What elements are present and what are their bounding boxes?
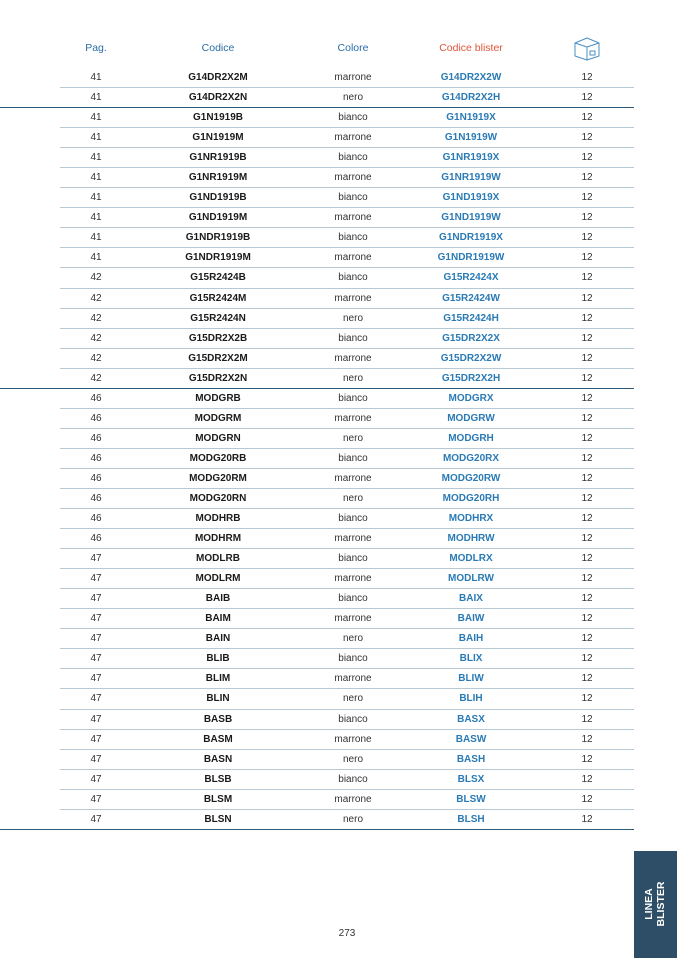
header-pag: Pag. xyxy=(85,42,107,54)
cell-codice: BLIB xyxy=(206,653,230,665)
cell-pag: 47 xyxy=(90,633,102,645)
cell-codice: BLIM xyxy=(205,673,231,685)
table-row xyxy=(0,369,677,389)
table-row xyxy=(0,349,677,369)
cell-pag: 41 xyxy=(90,232,102,244)
cell-codice: G1NDR1919B xyxy=(185,232,251,244)
cell-colore: marrone xyxy=(334,733,372,745)
cell-codice: G15R2424B xyxy=(190,272,246,284)
cell-codice: BAIN xyxy=(205,633,231,645)
cell-pag: 47 xyxy=(90,593,102,605)
cell-colore: marrone xyxy=(334,472,372,484)
cell-quantity: 12 xyxy=(581,312,593,324)
cell-colore: bianco xyxy=(338,452,368,464)
table-row xyxy=(0,228,677,248)
cell-colore: bianco xyxy=(338,332,368,344)
cell-codice-blister: G1NDR1919X xyxy=(439,232,503,244)
cell-colore: nero xyxy=(342,813,364,825)
cell-codice: G1N1919B xyxy=(192,112,244,124)
cell-colore: bianco xyxy=(338,232,368,244)
cell-codice: G15DR2X2M xyxy=(188,352,248,364)
table-row xyxy=(0,489,677,509)
cell-quantity: 12 xyxy=(581,192,593,204)
cell-codice-blister: G14DR2X2W xyxy=(440,72,502,83)
cell-quantity: 12 xyxy=(581,733,593,745)
cell-codice-blister: MODG20RW xyxy=(441,472,501,484)
cell-quantity: 12 xyxy=(581,653,593,665)
cell-colore: marrone xyxy=(334,252,372,264)
cell-quantity: 12 xyxy=(581,773,593,785)
header-colore: Colore xyxy=(337,42,369,54)
cell-pag: 42 xyxy=(90,312,102,324)
cell-colore: nero xyxy=(342,492,364,504)
cell-quantity: 12 xyxy=(581,633,593,645)
cell-codice-blister: G1NR1919X xyxy=(442,152,500,164)
table-row xyxy=(0,810,677,830)
cell-colore: marrone xyxy=(334,292,372,304)
cell-colore: nero xyxy=(342,432,364,444)
cell-codice-blister: G1ND1919W xyxy=(441,212,501,224)
table-row xyxy=(0,750,677,770)
cell-pag: 47 xyxy=(90,753,102,765)
cell-pag: 47 xyxy=(90,693,102,705)
table-row xyxy=(0,329,677,349)
cell-codice: G1NR1919B xyxy=(189,152,247,164)
table-row xyxy=(0,549,677,569)
cell-pag: 41 xyxy=(90,152,102,164)
cell-codice-blister: BLSW xyxy=(456,793,486,805)
cell-codice-blister: BLSH xyxy=(457,813,485,825)
table-row xyxy=(0,309,677,329)
table-row xyxy=(0,669,677,689)
cell-colore: nero xyxy=(342,92,364,104)
table-body xyxy=(0,68,677,830)
cell-colore: bianco xyxy=(338,152,368,164)
cell-pag: 41 xyxy=(90,92,102,104)
cell-colore: bianco xyxy=(338,553,368,565)
cell-pag: 47 xyxy=(90,713,102,725)
cell-quantity: 12 xyxy=(581,813,593,825)
cell-quantity: 12 xyxy=(581,412,593,424)
cell-codice-blister: BLIW xyxy=(458,673,484,685)
cell-quantity: 12 xyxy=(581,292,593,304)
cell-pag: 41 xyxy=(90,172,102,184)
cell-codice-blister: MODHRW xyxy=(447,533,495,545)
cell-codice: BASM xyxy=(203,733,233,745)
header-codice-blister: Codice blister xyxy=(439,42,503,54)
cell-colore: marrone xyxy=(334,352,372,364)
cell-quantity: 12 xyxy=(581,573,593,585)
table-row xyxy=(0,730,677,750)
cell-pag: 46 xyxy=(90,492,102,504)
cell-quantity: 12 xyxy=(581,593,593,605)
cell-codice: G14DR2X2M xyxy=(188,72,248,83)
cell-codice-blister: MODGRH xyxy=(448,432,494,444)
cell-quantity: 12 xyxy=(581,553,593,565)
cell-colore: nero xyxy=(342,633,364,645)
cell-colore: nero xyxy=(342,312,364,324)
cell-quantity: 12 xyxy=(581,753,593,765)
table-row xyxy=(0,128,677,148)
cell-codice-blister: G15R2424W xyxy=(442,292,500,304)
cell-codice-blister: G1NDR1919W xyxy=(437,252,505,264)
box-icon xyxy=(573,35,601,61)
cell-codice: MODHRM xyxy=(194,533,242,545)
cell-pag: 47 xyxy=(90,793,102,805)
cell-quantity: 12 xyxy=(581,332,593,344)
cell-quantity: 12 xyxy=(581,613,593,625)
table-row xyxy=(0,248,677,268)
cell-codice: BLSB xyxy=(204,773,232,785)
cell-codice-blister: BAIW xyxy=(457,613,485,625)
cell-pag: 47 xyxy=(90,553,102,565)
cell-codice-blister: BASW xyxy=(455,733,487,745)
cell-quantity: 12 xyxy=(581,492,593,504)
cell-quantity: 12 xyxy=(581,432,593,444)
cell-quantity: 12 xyxy=(581,673,593,685)
cell-pag: 41 xyxy=(90,252,102,264)
cell-colore: bianco xyxy=(338,713,368,725)
cell-codice-blister: G15R2424H xyxy=(443,312,499,324)
header-codice: Codice xyxy=(201,42,235,54)
cell-pag: 42 xyxy=(90,272,102,284)
cell-codice: BAIM xyxy=(205,613,231,625)
cell-codice: G14DR2X2N xyxy=(188,92,248,104)
cell-quantity: 12 xyxy=(581,172,593,184)
cell-codice: MODLRB xyxy=(196,553,240,565)
table-row xyxy=(0,790,677,810)
cell-colore: bianco xyxy=(338,192,368,204)
table-row xyxy=(0,168,677,188)
cell-codice-blister: BLIX xyxy=(459,653,483,665)
cell-pag: 41 xyxy=(90,132,102,144)
cell-codice-blister: BASH xyxy=(456,753,486,765)
cell-codice: MODGRM xyxy=(194,412,242,424)
table-row xyxy=(0,569,677,589)
side-tab-line1: LINEA xyxy=(643,888,655,920)
cell-colore: bianco xyxy=(338,593,368,605)
table-row xyxy=(0,429,677,449)
cell-codice: G1ND1919B xyxy=(189,192,247,204)
cell-codice: G15DR2X2B xyxy=(188,332,248,344)
cell-quantity: 12 xyxy=(581,232,593,244)
cell-pag: 46 xyxy=(90,412,102,424)
table-row xyxy=(0,710,677,730)
cell-codice: BAIB xyxy=(205,593,231,605)
cell-codice: MODGRB xyxy=(195,392,241,404)
cell-codice-blister: MODGRX xyxy=(448,392,494,404)
cell-codice-blister: G15DR2X2X xyxy=(442,332,500,344)
cell-colore: marrone xyxy=(334,673,372,685)
cell-codice: G1NDR1919M xyxy=(185,252,251,264)
cell-pag: 47 xyxy=(90,733,102,745)
cell-quantity: 12 xyxy=(581,533,593,545)
side-tab xyxy=(634,851,677,958)
cell-codice-blister: G15R2424X xyxy=(443,272,499,284)
cell-codice: BLSM xyxy=(203,793,233,805)
cell-codice-blister: BLIH xyxy=(459,693,483,705)
cell-colore: marrone xyxy=(334,412,372,424)
cell-codice-blister: G15DR2X2H xyxy=(441,372,501,384)
cell-quantity: 12 xyxy=(581,693,593,705)
cell-codice: G15R2424N xyxy=(190,312,246,324)
cell-pag: 47 xyxy=(90,573,102,585)
table-row xyxy=(0,108,677,128)
cell-codice-blister: BASX xyxy=(457,713,485,725)
table-row xyxy=(0,188,677,208)
cell-pag: 47 xyxy=(90,773,102,785)
cell-pag: 46 xyxy=(90,392,102,404)
cell-codice: G15DR2X2N xyxy=(188,372,248,384)
cell-codice: MODG20RM xyxy=(189,472,247,484)
cell-quantity: 12 xyxy=(581,152,593,164)
cell-pag: 42 xyxy=(90,372,102,384)
cell-codice: MODHRB xyxy=(195,513,241,525)
table-row xyxy=(0,68,677,88)
cell-codice-blister: MODGRW xyxy=(447,412,495,424)
cell-codice: MODLRM xyxy=(195,573,241,585)
cell-quantity: 12 xyxy=(581,452,593,464)
cell-colore: marrone xyxy=(334,533,372,545)
cell-colore: bianco xyxy=(338,392,368,404)
side-tab-line2: BLISTER xyxy=(655,881,667,927)
cell-codice-blister: G15DR2X2W xyxy=(440,352,502,364)
table-row xyxy=(0,689,677,709)
cell-pag: 41 xyxy=(90,112,102,124)
table-row xyxy=(0,589,677,609)
cell-quantity: 12 xyxy=(581,72,593,83)
cell-codice: G15R2424M xyxy=(189,292,247,304)
cell-pag: 42 xyxy=(90,332,102,344)
table-row xyxy=(0,289,677,309)
cell-codice-blister: MODLRW xyxy=(448,573,494,585)
cell-codice-blister: BAIH xyxy=(458,633,484,645)
table-row xyxy=(0,509,677,529)
cell-codice-blister: MODG20RH xyxy=(442,492,500,504)
cell-quantity: 12 xyxy=(581,713,593,725)
table-row xyxy=(0,770,677,790)
cell-quantity: 12 xyxy=(581,793,593,805)
cell-colore: marrone xyxy=(334,212,372,224)
table-row xyxy=(0,449,677,469)
table-row xyxy=(0,529,677,549)
cell-codice: G1NR1919M xyxy=(188,172,248,184)
cell-colore: bianco xyxy=(338,112,368,124)
cell-colore: marrone xyxy=(334,793,372,805)
cell-pag: 46 xyxy=(90,432,102,444)
cell-codice-blister: MODHRX xyxy=(448,513,494,525)
page-number: 273 xyxy=(338,928,356,939)
cell-quantity: 12 xyxy=(581,252,593,264)
cell-pag: 41 xyxy=(90,72,102,83)
cell-quantity: 12 xyxy=(581,212,593,224)
cell-codice-blister: MODLRX xyxy=(449,553,493,565)
cell-quantity: 12 xyxy=(581,372,593,384)
cell-pag: 46 xyxy=(90,472,102,484)
cell-pag: 41 xyxy=(90,192,102,204)
cell-colore: marrone xyxy=(334,573,372,585)
cell-pag: 47 xyxy=(90,673,102,685)
cell-codice-blister: BLSX xyxy=(457,773,485,785)
cell-colore: marrone xyxy=(334,613,372,625)
cell-codice-blister: G1N1919X xyxy=(446,112,496,124)
cell-quantity: 12 xyxy=(581,472,593,484)
cell-quantity: 12 xyxy=(581,272,593,284)
cell-codice-blister: G1N1919W xyxy=(444,132,498,144)
table-row xyxy=(0,469,677,489)
table-row xyxy=(0,409,677,429)
table-row xyxy=(0,389,677,409)
cell-codice: BLSN xyxy=(204,813,232,825)
table-row xyxy=(0,208,677,228)
cell-colore: bianco xyxy=(338,513,368,525)
cell-colore: marrone xyxy=(334,172,372,184)
cell-colore: nero xyxy=(342,372,364,384)
cell-pag: 46 xyxy=(90,452,102,464)
table-row xyxy=(0,148,677,168)
cell-pag: 42 xyxy=(90,292,102,304)
table-header xyxy=(0,35,677,61)
cell-pag: 47 xyxy=(90,813,102,825)
cell-codice-blister: MODG20RX xyxy=(442,452,500,464)
cell-codice: BLIN xyxy=(206,693,230,705)
cell-pag: 46 xyxy=(90,533,102,545)
group-divider xyxy=(0,829,634,830)
cell-codice: MODG20RB xyxy=(189,452,247,464)
cell-codice: MODGRN xyxy=(195,432,241,444)
table-row xyxy=(0,629,677,649)
cell-pag: 42 xyxy=(90,352,102,364)
cell-codice: BASN xyxy=(203,753,233,765)
table-row xyxy=(0,268,677,288)
table-row xyxy=(0,88,677,108)
cell-colore: bianco xyxy=(338,272,368,284)
cell-codice-blister: G1NR1919W xyxy=(441,172,501,184)
cell-codice-blister: G1ND1919X xyxy=(442,192,500,204)
cell-colore: nero xyxy=(342,753,364,765)
cell-codice: BASB xyxy=(203,713,233,725)
cell-codice-blister: G14DR2X2H xyxy=(441,92,501,104)
cell-quantity: 12 xyxy=(581,132,593,144)
table-row xyxy=(0,649,677,669)
cell-quantity: 12 xyxy=(581,513,593,525)
cell-quantity: 12 xyxy=(581,92,593,104)
cell-quantity: 12 xyxy=(581,112,593,124)
cell-codice-blister: BAIX xyxy=(459,593,483,605)
cell-quantity: 12 xyxy=(581,352,593,364)
cell-colore: nero xyxy=(342,693,364,705)
cell-pag: 41 xyxy=(90,212,102,224)
cell-colore: marrone xyxy=(334,72,372,83)
cell-pag: 46 xyxy=(90,513,102,525)
cell-colore: marrone xyxy=(334,132,372,144)
table-row xyxy=(0,609,677,629)
cell-pag: 47 xyxy=(90,613,102,625)
cell-colore: bianco xyxy=(338,773,368,785)
cell-quantity: 12 xyxy=(581,392,593,404)
cell-pag: 47 xyxy=(90,653,102,665)
cell-codice: G1N1919M xyxy=(192,132,244,144)
side-tab-label xyxy=(643,882,667,927)
cell-colore: bianco xyxy=(338,653,368,665)
cell-codice: G1ND1919M xyxy=(188,212,248,224)
cell-codice: MODG20RN xyxy=(189,492,247,504)
